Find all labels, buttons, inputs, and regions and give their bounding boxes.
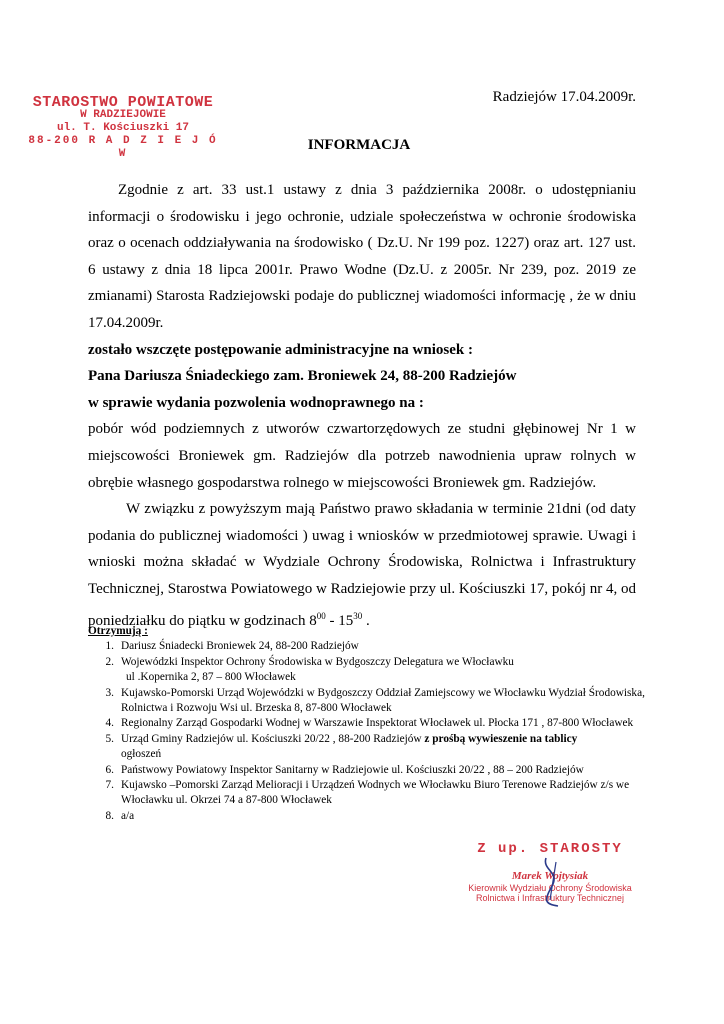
paragraph-rights-end: . [362,612,370,629]
paragraph-description: pobór wód podziemnych z utworów czwartorzędowych ze studni głębinowej Nr 1 w miejscowości Broniewek gm. Radziejów dla potrzeb nawodnienia upraw rolnych w obrębie własnego gospodarstwa rolnego w miejscowości Broniewek gm. Radziejów. [88,421,636,491]
signature-scribble-icon [538,856,572,908]
list-item [88,686,648,717]
item-number: 2. [105,655,114,668]
item-text: Urząd Gminy Radziejów ul. Kościuszki 20/22 , 88-200 Radziejów [121,732,425,745]
hours-end-minutes: 30 [353,610,363,621]
list-item [88,809,648,824]
item-text-group [121,655,648,686]
document-title-text: INFORMACJA [307,137,411,153]
stamp-office-street: ul. T. Kościuszki 17 [56,122,190,134]
paragraph-rights [88,496,636,634]
item-text: Dariusz Śniadecki Broniewek 24, 88-200 Radziejów [121,640,359,653]
stamp-authorization: Z up. STAROSTY [477,841,623,857]
paragraph-proceedings: zostało wszczęte postępowanie administracyjne na wniosek : [88,341,473,358]
item-number: 3. [105,686,114,699]
item-number: 5. [105,732,114,745]
item-text-continued: ul .Kopernika 2, 87 – 800 Włocławek [126,671,296,684]
hours-start-minutes: 00 [316,610,326,621]
item-text: Kujawsko-Pomorski Urząd Wojewódzki w Bydgoszczy Oddział Zamiejscowy we Włocławku Wydział Środowiska, Rolnictwa i Rozwoju Wsi ul. Brzeska 8, 87-800 Włocławek [121,686,645,715]
item-text: Kujawsko –Pomorski Zarząd Melioracji i Urządzeń Wodnych we Włocławku Biuro Terenowe Radziejów z/s we Włocławku ul. Okrzei 74 a 87-800 Włocławek [121,779,630,807]
document-title [0,137,724,154]
item-number: 8. [105,809,114,822]
list-item [88,716,648,731]
stamp-office-city: 88-200 R A D Z I E J Ó W [28,135,218,160]
list-item [88,655,648,686]
item-text: a/a [121,809,135,822]
item-text: Regionalny Zarząd Gospodarki Wodnej w Warszawie Inspektorat Włocławek ul. Płocka 171 , 87-800 Włocławek [121,717,634,730]
stamp-position-line2: Rolnictwa i Infrastruktury Technicznej [476,893,624,903]
item-text-bold: z prośbą wywieszenie na tablicy [424,732,578,745]
item-text: Wojewódzki Inspektor Ochrony Środowiska w Bydgoszczy Delegatura we Włocławku [121,655,514,668]
stamp-signatory-name: Marek Wojtysiak [511,870,589,882]
item-number: 1. [105,640,114,653]
signature-stamp [460,838,640,903]
item-text: Państwowy Powiatowy Inspektor Sanitarny w Radziejowie ul. Kościuszki 20/22 , 88 – 200 Radziejów [121,763,584,776]
paragraph-subject: w sprawie wydania pozwolenia wodnoprawnego na : [88,394,424,411]
stamp-office-name: STAROSTWO POWIATOWE [32,94,214,111]
list-item [88,732,648,763]
stamp-office-location: W RADZIEJOWIE [80,109,166,121]
list-item [88,639,648,654]
item-number: 4. [105,717,114,730]
list-item [88,763,648,778]
document-body [88,177,636,634]
paragraph-legal-basis: Zgodnie z art. 33 ust.1 ustawy z dnia 3 października 2008r. o udostępnianiu informacji o środowisku i jego ochronie, udziale społeczeństwa w ochronie środowiska oraz o ocenach oddziaływania na środowisko ( Dz.U. Nr 199 poz. 1227) oraz art. 127 ust. 6 ustawy z dnia 18 lipca 2001r. Prawo Wodne (Dz.U. z 2005r. Nr 239, poz. 2019 ze zmianami) Starosta Radziejowski podaje do publicznej wiadomości informację , że w dniu 17.04.2009r. [88,182,636,331]
recipients-list [88,624,648,824]
item-text-group [121,732,648,763]
hours-separator: - 15 [325,612,354,629]
stamp-position-line1: Kierownik Wydziału Ochrony Środowiska [468,883,632,893]
paragraph-rights-text: W związku z powyższym mają Państwo prawo składania w terminie 21dni (od daty podania do publicznej wiadomości ) uwag i wniosków w przedmiotowej sprawie. Uwagi i wnioski można składać w Wydziale Ochrony Środowiska, Rolnictwa i Infrastruktury Technicznej, Starostwa Powiatowego w Radziejowie przy ul. Kościuszki 17, pokój nr 4, od poniedziałku do piątku w godzinach 8 [88,501,636,629]
item-number: 7. [105,779,114,792]
item-text-continued: ogłoszeń [121,748,162,761]
recipients-header: Otrzymują : [88,625,148,637]
document-date: Radziejów 17.04.2009r. [492,89,636,105]
list-item [88,778,648,809]
paragraph-applicant: Pana Dariusza Śniadeckiego zam. Broniewek 24, 88-200 Radziejów [88,368,517,385]
item-number: 6. [105,763,114,776]
